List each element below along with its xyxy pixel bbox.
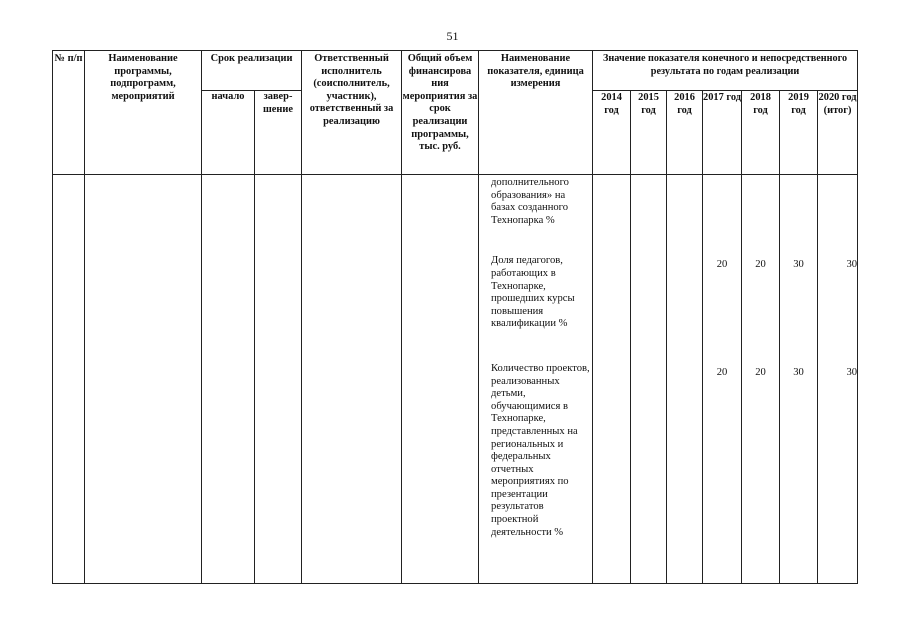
indicator-3: Количество проектов, реализованных детьми, обучающимися в Технопарке, представленных на региональных и федеральных отчетных мероприятиях по презентации результатов проектной деятельности % (491, 362, 590, 538)
cell-2014 (593, 175, 631, 584)
header-financing: Общий объем финансирова ния мероприятия за срок реализации программы, тыс. руб. (402, 51, 479, 175)
cell-2017 (703, 175, 742, 584)
cell-2018 (742, 175, 780, 584)
cell-2015 (631, 175, 667, 584)
header-start: начало (202, 91, 255, 175)
header-year-2016: 2016 год (667, 91, 703, 175)
indicator-2: Доля педагогов, работающих в Технопарке, прошедших курсы повышения квалификации % (491, 255, 575, 330)
value-2017-row3: 20 (716, 366, 728, 378)
indicator-table (52, 50, 858, 584)
value-2019-row3: 30 (793, 366, 804, 378)
header-year-2019: 2019 год (780, 91, 818, 175)
cell-start (202, 175, 255, 584)
value-2020-row3: 30 (846, 366, 858, 378)
header-year-2014: 2014 год (593, 91, 631, 175)
value-2017-row2: 20 (716, 259, 728, 270)
cell-2019 (780, 175, 818, 584)
indicator-1: дополнительного образования» на базах созданного Технопарка % (491, 177, 569, 226)
value-2019-row2: 30 (793, 259, 804, 270)
header-number: № п/п (53, 51, 85, 175)
header-indicator-values: Значение показателя конечного и непосредственного результата по годам реализации (593, 51, 858, 91)
header-program: Наименование программы, подпрограмм, мероприятий (85, 51, 202, 175)
header-year-2017: 2017 год (703, 91, 742, 175)
value-2018-row3: 20 (755, 366, 766, 378)
header-indicator: Наименование показателя, единица измерения (479, 51, 593, 175)
cell-responsible (302, 175, 402, 584)
cell-indicators (479, 175, 593, 584)
page-number: 51 (446, 29, 459, 43)
cell-number (53, 175, 85, 584)
table-row (53, 175, 858, 584)
header-year-2020: 2020 год (итог) (818, 91, 858, 175)
value-2018-row2: 20 (755, 259, 766, 270)
value-2020-row2: 30 (846, 259, 858, 270)
cell-program (85, 175, 202, 584)
cell-2020 (818, 175, 858, 584)
header-year-2018: 2018 год (742, 91, 780, 175)
cell-end (255, 175, 302, 584)
header-period: Срок реализации (202, 51, 302, 91)
header-year-2015: 2015 год (631, 91, 667, 175)
cell-financing (402, 175, 479, 584)
header-responsible: Ответственный исполнитель (соисполнитель, участник), ответственный за реализацию (302, 51, 402, 175)
cell-2016 (667, 175, 703, 584)
header-end: завер-шение (255, 91, 302, 175)
